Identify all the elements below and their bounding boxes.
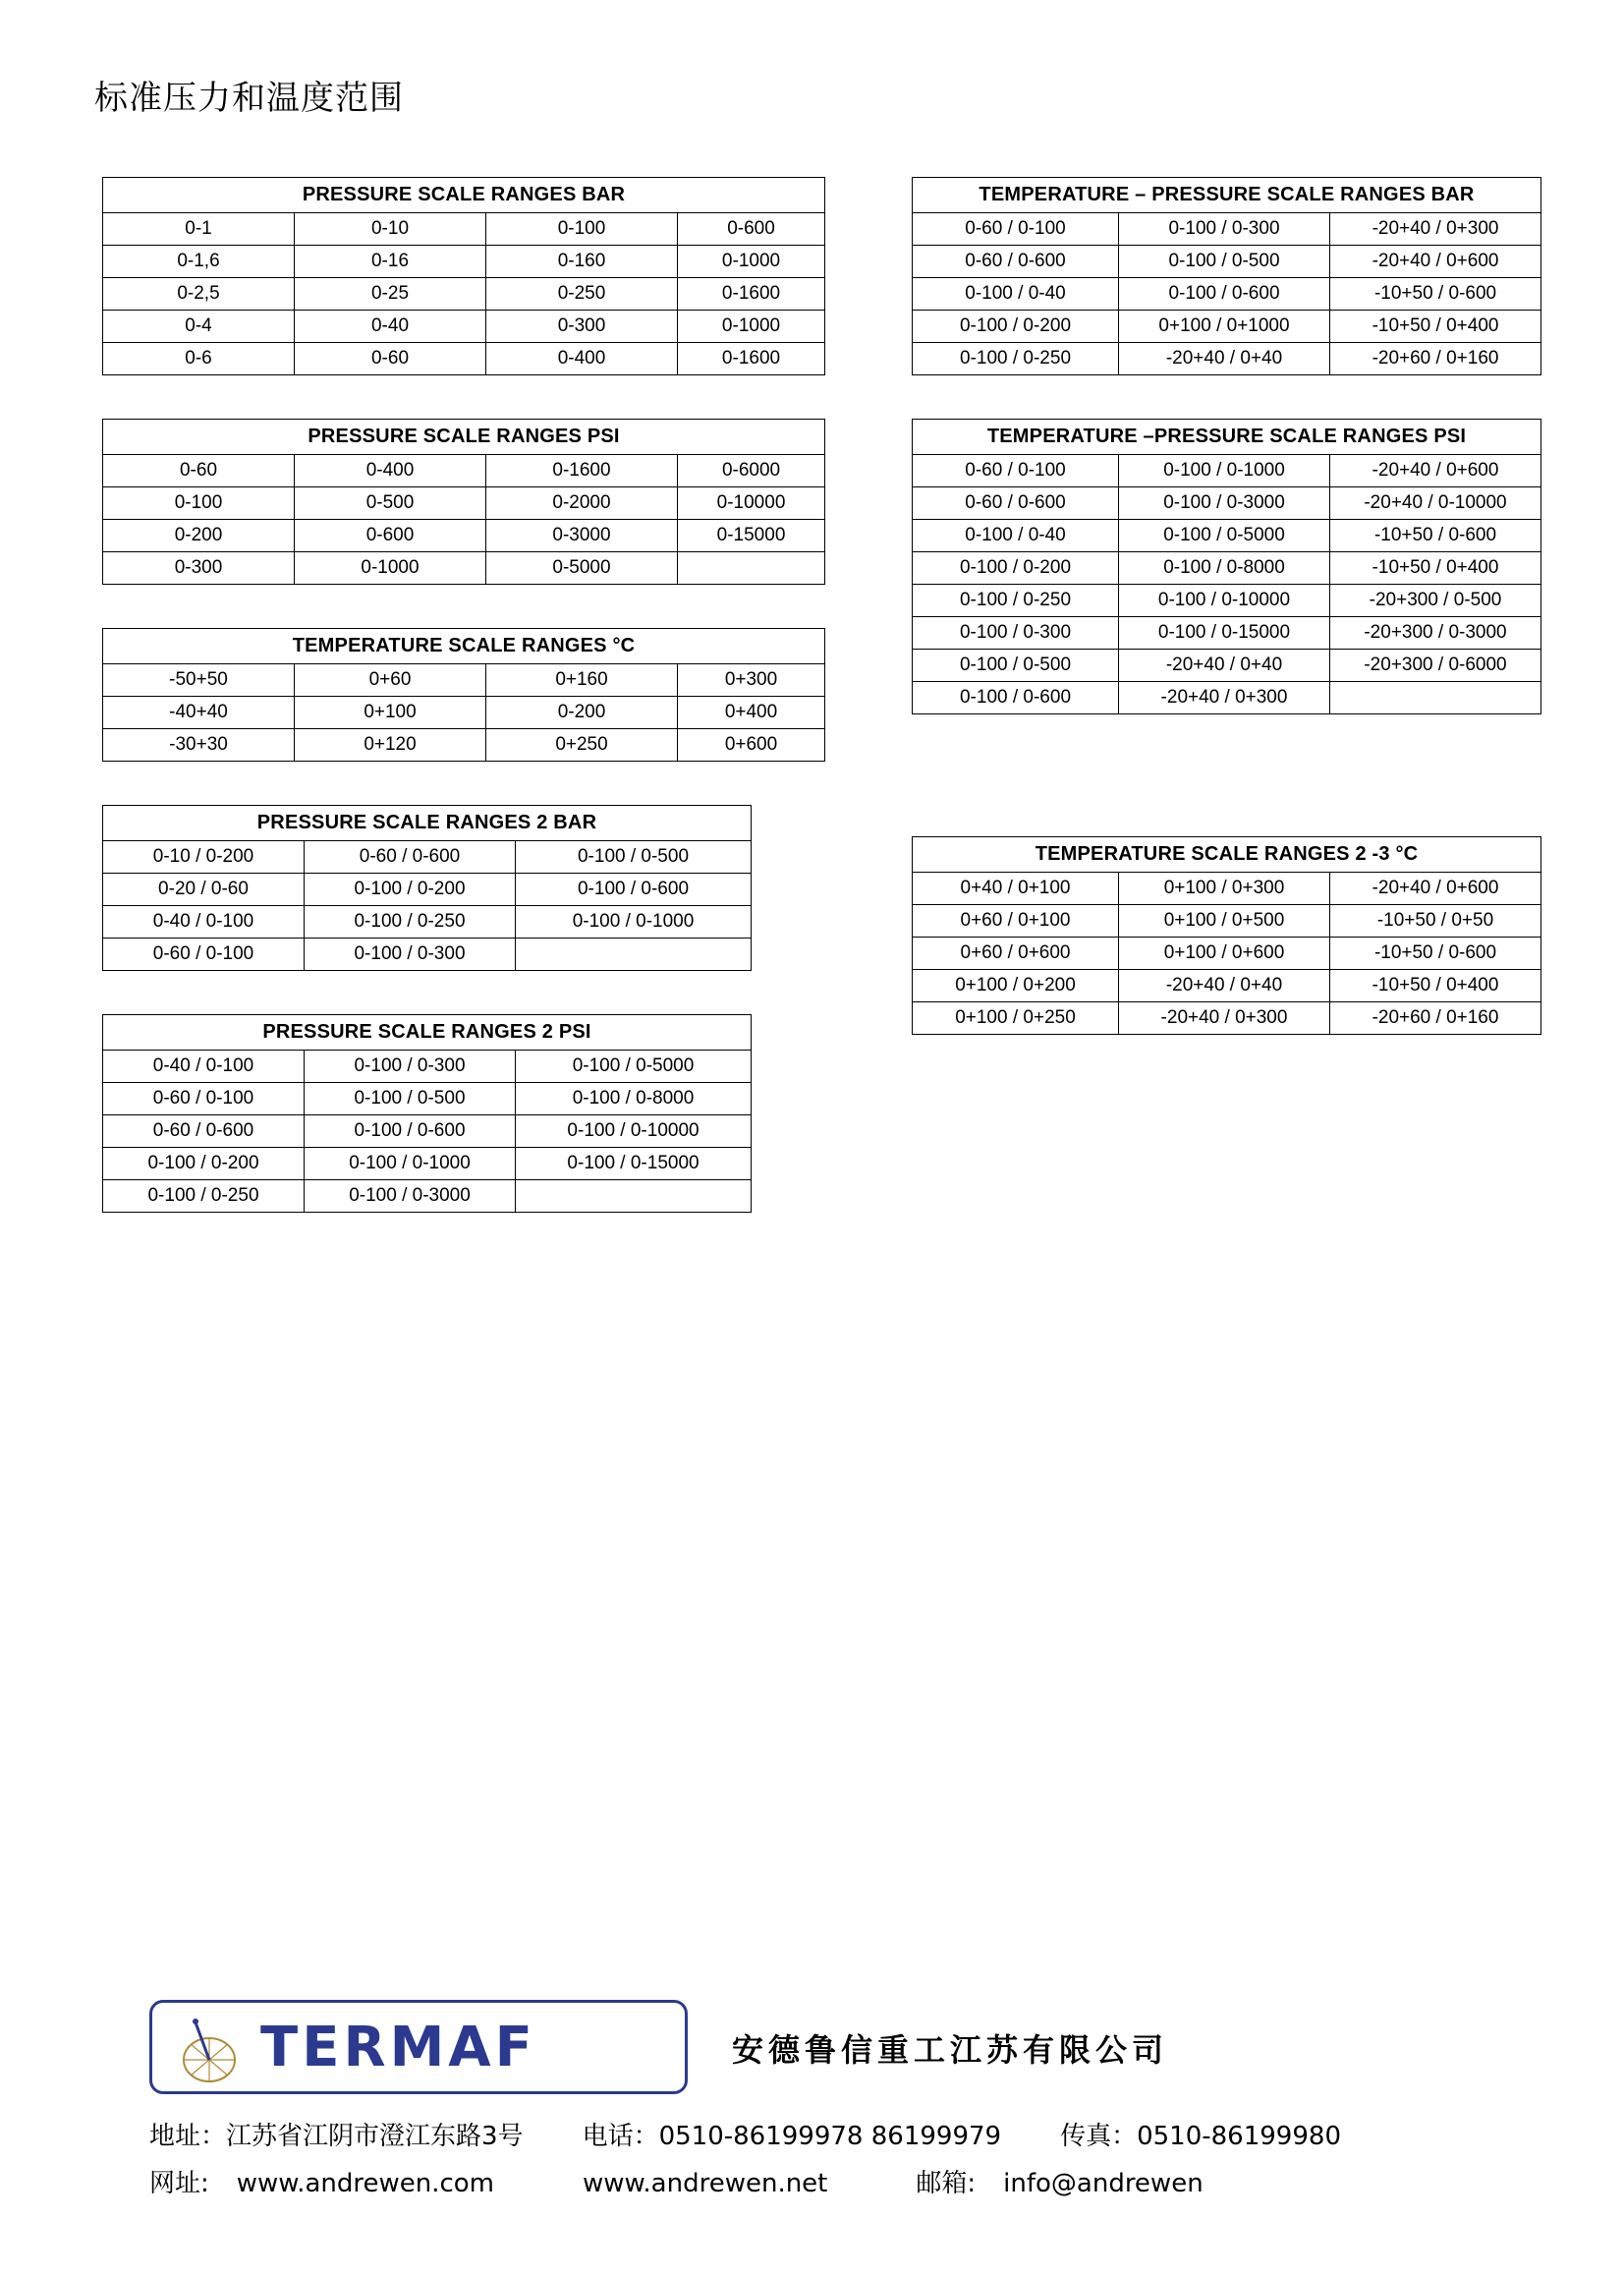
cell: -20+40 / 0+600 — [1330, 246, 1541, 278]
table-title: PRESSURE SCALE RANGES BAR — [103, 178, 825, 213]
cell: 0-100 / 0-10000 — [1119, 585, 1330, 617]
table-pressure-scale-ranges-2-bar — [102, 805, 752, 971]
cell: 0-100 / 0-10000 — [516, 1115, 752, 1148]
table-row — [913, 455, 1541, 487]
cell: 0-2,5 — [103, 278, 295, 311]
cell: 0-100 / 0-200 — [913, 552, 1119, 585]
cell: 0+100 / 0+1000 — [1119, 311, 1330, 343]
table-row — [103, 1180, 752, 1213]
logo-wordmark: TERMAF — [260, 2016, 536, 2079]
cell: -20+40 / 0-10000 — [1330, 487, 1541, 520]
cell: -20+40 / 0+300 — [1119, 1002, 1330, 1035]
table-header-row — [103, 1015, 752, 1051]
cell: 0-60 — [103, 455, 295, 487]
email-label: 邮箱: — [916, 2169, 977, 2198]
cell: 0-100 / 0-15000 — [516, 1148, 752, 1180]
table-row — [103, 552, 825, 585]
cell: 0-40 / 0-100 — [103, 1051, 305, 1083]
termaf-logo-mark-icon — [174, 2013, 245, 2085]
cell: 0-15000 — [678, 520, 825, 552]
table-row — [103, 213, 825, 246]
cell: 0-600 — [678, 213, 825, 246]
table-header-row — [913, 420, 1541, 455]
cell: 0-100 / 0-15000 — [1119, 617, 1330, 650]
table-title: TEMPERATURE SCALE RANGES 2 -3 °C — [913, 837, 1541, 873]
cell: -20+60 / 0+160 — [1330, 343, 1541, 375]
website-value-secondary[interactable]: www.andrewen.net — [583, 2169, 828, 2198]
cell: -20+40 / 0+40 — [1119, 343, 1330, 375]
cell: 0-100 / 0-200 — [913, 311, 1119, 343]
cell-empty — [1330, 682, 1541, 714]
table-row — [913, 487, 1541, 520]
fax-label: 传真： — [1060, 2122, 1138, 2151]
table-title: PRESSURE SCALE RANGES PSI — [103, 420, 825, 455]
cell: 0-60 / 0-600 — [913, 246, 1119, 278]
table-row — [103, 278, 825, 311]
cell: 0-1,6 — [103, 246, 295, 278]
cell: -20+40 / 0+40 — [1119, 970, 1330, 1002]
cell: 0+100 / 0+600 — [1119, 938, 1330, 970]
cell: 0-1600 — [678, 343, 825, 375]
table-row — [913, 938, 1541, 970]
cell: 0+60 / 0+600 — [913, 938, 1119, 970]
cell: 0-300 — [103, 552, 295, 585]
cell: -10+50 / 0-600 — [1330, 278, 1541, 311]
cell: -10+50 / 0-600 — [1330, 520, 1541, 552]
cell: 0+100 — [295, 697, 486, 729]
cell: 0-100 / 0-300 — [305, 939, 516, 971]
cell-empty — [678, 552, 825, 585]
phone-label: 电话： — [582, 2122, 659, 2151]
table-pressure-scale-ranges-psi — [102, 419, 825, 585]
contact-line-web-email — [149, 2163, 1204, 2199]
cell: 0+100 / 0+500 — [1119, 905, 1330, 938]
cell: 0-300 — [486, 311, 678, 343]
table-row — [103, 697, 825, 729]
cell: -10+50 / 0-600 — [1330, 938, 1541, 970]
cell: 0-6 — [103, 343, 295, 375]
table-row — [913, 213, 1541, 246]
cell: -30+30 — [103, 729, 295, 762]
cell: 0-250 — [486, 278, 678, 311]
left-column — [102, 177, 878, 1256]
cell: 0-100 / 0-500 — [913, 650, 1119, 682]
cell: 0-600 — [295, 520, 486, 552]
table-row — [103, 729, 825, 762]
cell: -50+50 — [103, 664, 295, 697]
cell: 0-60 / 0-600 — [913, 487, 1119, 520]
table-row — [913, 311, 1541, 343]
table-header-row — [103, 420, 825, 455]
table-row — [103, 939, 752, 971]
cell: 0-60 — [295, 343, 486, 375]
table-pressure-scale-ranges-2-psi — [102, 1014, 752, 1213]
table-row — [103, 487, 825, 520]
table-row — [103, 343, 825, 375]
table-row — [913, 278, 1541, 311]
website-label: 网址: — [149, 2169, 209, 2198]
table-pressure-scale-ranges-bar — [102, 177, 825, 375]
table-row — [913, 682, 1541, 714]
table-row — [103, 841, 752, 874]
table-row — [913, 520, 1541, 552]
table-row — [103, 311, 825, 343]
address-label: 地址： — [149, 2122, 227, 2151]
cell-empty — [516, 939, 752, 971]
cell: 0-1000 — [295, 552, 486, 585]
cell: 0-3000 — [486, 520, 678, 552]
cell: 0-100 / 0-3000 — [305, 1180, 516, 1213]
cell: 0-100 — [103, 487, 295, 520]
table-temperature-scale-ranges-c — [102, 628, 825, 762]
table-title: TEMPERATURE – PRESSURE SCALE RANGES BAR — [913, 178, 1541, 213]
cell: 0+160 — [486, 664, 678, 697]
table-row — [103, 906, 752, 939]
website-value[interactable]: www.andrewen.com — [236, 2169, 494, 2198]
cell: 0-500 — [295, 487, 486, 520]
cell-empty — [516, 1180, 752, 1213]
page-title: 标准压力和温度范围 — [94, 79, 404, 118]
company-logo — [149, 2000, 688, 2094]
cell: 0-100 / 0-250 — [913, 343, 1119, 375]
cell: 0+600 — [678, 729, 825, 762]
cell: 0-10000 — [678, 487, 825, 520]
cell: -10+50 / 0+400 — [1330, 311, 1541, 343]
table-row — [103, 1148, 752, 1180]
cell: 0+300 — [678, 664, 825, 697]
cell: 0-100 / 0-200 — [305, 874, 516, 906]
cell: 0-25 — [295, 278, 486, 311]
cell: 0-40 / 0-100 — [103, 906, 305, 939]
cell: 0-5000 — [486, 552, 678, 585]
table-header-row — [913, 178, 1541, 213]
cell: 0-100 / 0-1000 — [1119, 455, 1330, 487]
cell: 0-4 — [103, 311, 295, 343]
cell: 0-400 — [295, 455, 486, 487]
cell: 0-10 — [295, 213, 486, 246]
cell: 0-100 / 0-5000 — [516, 1051, 752, 1083]
cell: 0-100 / 0-600 — [913, 682, 1119, 714]
cell: 0+60 / 0+100 — [913, 905, 1119, 938]
cell: 0-2000 — [486, 487, 678, 520]
cell: 0+400 — [678, 697, 825, 729]
cell: 0+100 / 0+200 — [913, 970, 1119, 1002]
cell: 0-100 / 0-500 — [305, 1083, 516, 1115]
cell: 0-100 / 0-300 — [1119, 213, 1330, 246]
table-header-row — [103, 806, 752, 841]
cell: 0+60 — [295, 664, 486, 697]
address-value: 江苏省江阴市澄江东路3号 — [226, 2122, 524, 2151]
cell: 0+100 / 0+300 — [1119, 873, 1330, 905]
phone-value: 0510-86199978 86199979 — [658, 2122, 1002, 2151]
cell: 0-200 — [486, 697, 678, 729]
cell: 0-60 / 0-100 — [913, 213, 1119, 246]
cell: 0-100 / 0-500 — [1119, 246, 1330, 278]
company-name: 安德鲁信重工江苏有限公司 — [732, 2031, 1169, 2069]
cell: 0-200 — [103, 520, 295, 552]
cell: 0-100 / 0-300 — [305, 1051, 516, 1083]
table-header-row — [913, 837, 1541, 873]
table-row — [103, 874, 752, 906]
table-row — [913, 970, 1541, 1002]
cell: 0-6000 — [678, 455, 825, 487]
cell: 0-160 — [486, 246, 678, 278]
cell: 0-100 / 0-1000 — [516, 906, 752, 939]
table-row — [103, 1051, 752, 1083]
table-row — [913, 552, 1541, 585]
cell: -10+50 / 0+50 — [1330, 905, 1541, 938]
cell: 0-1000 — [678, 246, 825, 278]
contact-line-address-phone-fax — [149, 2116, 1341, 2152]
cell: 0-60 / 0-600 — [305, 841, 516, 874]
cell: -20+60 / 0+160 — [1330, 1002, 1541, 1035]
table-row — [103, 664, 825, 697]
cell: 0-100 / 0-250 — [103, 1180, 305, 1213]
table-row — [103, 246, 825, 278]
table-row — [913, 873, 1541, 905]
table-row — [103, 1115, 752, 1148]
cell: 0-100 — [486, 213, 678, 246]
cell: -20+40 / 0+300 — [1330, 213, 1541, 246]
cell: 0+40 / 0+100 — [913, 873, 1119, 905]
cell: -20+300 / 0-6000 — [1330, 650, 1541, 682]
cell: 0-100 / 0-300 — [913, 617, 1119, 650]
table-row — [913, 650, 1541, 682]
cell: 0-100 / 0-600 — [516, 874, 752, 906]
cell: -20+40 / 0+600 — [1330, 873, 1541, 905]
cell: -20+300 / 0-500 — [1330, 585, 1541, 617]
cell: 0-40 — [295, 311, 486, 343]
cell: 0-100 / 0-250 — [913, 585, 1119, 617]
cell: -10+50 / 0+400 — [1330, 552, 1541, 585]
cell: 0-100 / 0-600 — [1119, 278, 1330, 311]
table-temperature-scale-ranges-2-3-c — [912, 836, 1541, 1035]
table-title: PRESSURE SCALE RANGES 2 BAR — [103, 806, 752, 841]
cell: 0-400 — [486, 343, 678, 375]
cell: 0+120 — [295, 729, 486, 762]
cell: 0+250 — [486, 729, 678, 762]
fax-value: 0510-86199980 — [1137, 2122, 1341, 2151]
cell: 0-20 / 0-60 — [103, 874, 305, 906]
cell: 0-100 / 0-600 — [305, 1115, 516, 1148]
cell: 0-100 / 0-5000 — [1119, 520, 1330, 552]
right-column — [912, 177, 1540, 1078]
cell: 0-100 / 0-40 — [913, 278, 1119, 311]
cell: 0-60 / 0-100 — [103, 939, 305, 971]
cell: -10+50 / 0+400 — [1330, 970, 1541, 1002]
cell: 0-1600 — [486, 455, 678, 487]
cell: -20+40 / 0+40 — [1119, 650, 1330, 682]
cell: -40+40 — [103, 697, 295, 729]
table-title: TEMPERATURE SCALE RANGES °C — [103, 629, 825, 664]
cell: -20+40 / 0+300 — [1119, 682, 1330, 714]
cell: 0-10 / 0-200 — [103, 841, 305, 874]
cell: 0-60 / 0-600 — [103, 1115, 305, 1148]
table-row — [913, 246, 1541, 278]
cell: -20+300 / 0-3000 — [1330, 617, 1541, 650]
table-header-row — [103, 178, 825, 213]
cell: 0-100 / 0-500 — [516, 841, 752, 874]
cell: 0-100 / 0-250 — [305, 906, 516, 939]
cell: 0-100 / 0-8000 — [516, 1083, 752, 1115]
cell: 0-100 / 0-8000 — [1119, 552, 1330, 585]
email-value[interactable]: info@andrewen — [1003, 2169, 1204, 2198]
cell: 0-1 — [103, 213, 295, 246]
table-temperature-pressure-scale-ranges-bar — [912, 177, 1541, 375]
cell: 0-60 / 0-100 — [913, 455, 1119, 487]
table-header-row — [103, 629, 825, 664]
cell: 0-100 / 0-3000 — [1119, 487, 1330, 520]
table-title: TEMPERATURE –PRESSURE SCALE RANGES PSI — [913, 420, 1541, 455]
cell: 0+100 / 0+250 — [913, 1002, 1119, 1035]
cell: 0-60 / 0-100 — [103, 1083, 305, 1115]
table-title: PRESSURE SCALE RANGES 2 PSI — [103, 1015, 752, 1051]
table-temperature-pressure-scale-ranges-psi — [912, 419, 1541, 714]
cell: -20+40 / 0+600 — [1330, 455, 1541, 487]
table-row — [913, 905, 1541, 938]
table-row — [913, 617, 1541, 650]
cell: 0-1600 — [678, 278, 825, 311]
cell: 0-16 — [295, 246, 486, 278]
table-row — [913, 585, 1541, 617]
spacer — [912, 758, 1540, 836]
table-row — [103, 455, 825, 487]
cell: 0-100 / 0-40 — [913, 520, 1119, 552]
table-row — [913, 1002, 1541, 1035]
table-row — [103, 1083, 752, 1115]
table-row — [103, 520, 825, 552]
cell: 0-100 / 0-1000 — [305, 1148, 516, 1180]
table-row — [913, 343, 1541, 375]
cell: 0-100 / 0-200 — [103, 1148, 305, 1180]
cell: 0-1000 — [678, 311, 825, 343]
